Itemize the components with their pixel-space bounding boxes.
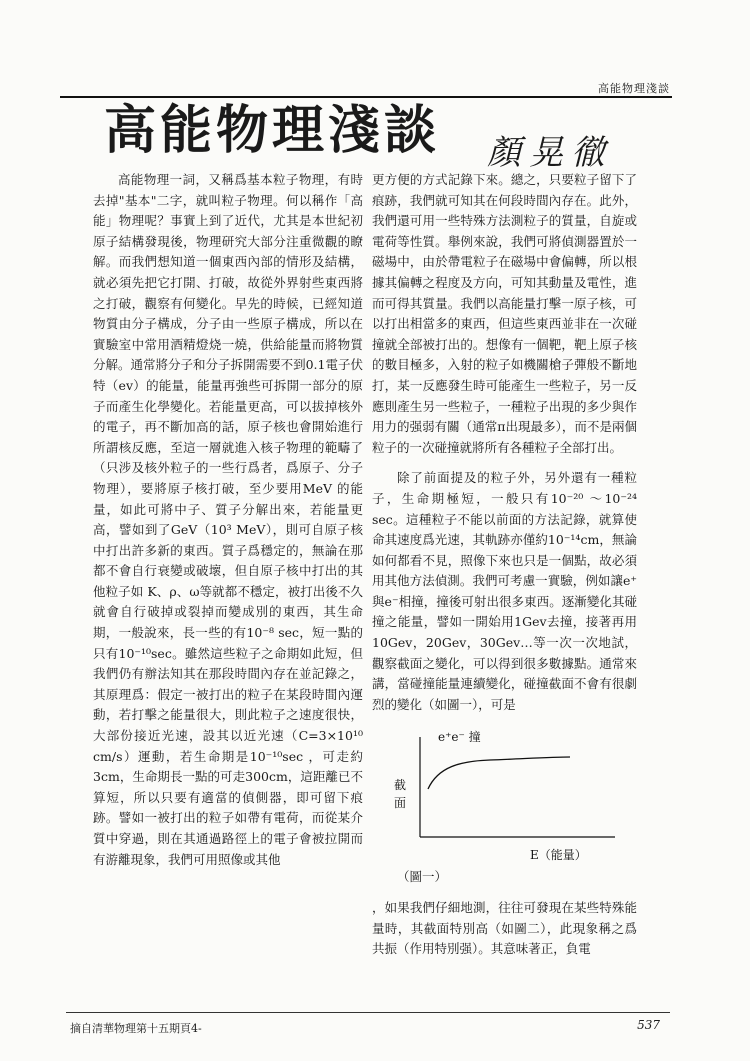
left-column xyxy=(93,170,363,870)
footer-source: 摘自清華物理第十五期頁4- xyxy=(70,1022,202,1035)
footer-rule xyxy=(66,1012,670,1013)
y-axis-label: 面 xyxy=(394,796,407,811)
paragraph-text: K、ρ、ω等就都不穩定，被打出後不久就會自行破掉或裂掉而變成別的東西，其生命期，一般說來，長一些的有10⁻⁸ sec，短一點的只有10⁻¹⁰sec。雖然這些粒子之命期如此短，但我們仍有辦法知其在那段時間內存在並記錄之，其原理爲：假定一被打出的粒子在某段時間內運動，若打擊之能量很大，則此粒子之速度很快，大部份接近光速，設其以近光速（C=3×10¹⁰ cm/s）運動，若生命期是10⁻¹⁰sec ，可走約3cm，生命期長一點的可走300cm，這距離已不算短，所以只要有適當的偵側器，即可留下痕跡。譬如一被打出的粒子如帶有電荷，而從某介質中穿過，則在其通過路徑上的電子會被拉開而有游離現象，我們可用照像或其他 xyxy=(93,583,363,867)
paragraph: 除了前面提及的粒子外，另外還有一種粒子，生命期極短，一般只有10⁻²⁰ ～10⁻²⁴ sec。這種粒子不能以前面的方法記錄，就算使命其速度爲光速，其軌跡亦僅約10⁻¹⁴cm，無論如何都看不見，照像下來也只是一個點，故必須用其他方法偵測。我們可考慮一實驗，例如讓e⁺與e⁻相撞，撞後可射出很多東西。逐漸變化其碰撞之能量，譬如一開始用1Gev去撞，接著再用10Gev，20Gev，30Gev…等一次一次地試，觀察截面之變化，可以得到很多數據點。通常來講，當碰撞能量連續變化，碰撞截面不會有很劇烈的變化（如圖一），可是 xyxy=(372,470,637,712)
paragraph: 更方便的方式記錄下來。總之，只要粒子留下了痕跡，我們就可知其在何段時間內存在。此外，我們還可用一些特殊方法測粒子的質量，自旋或電荷等性質。舉例來說，我們可將偵測器置於一磁場中，由於帶電粒子在磁場中會偏轉，所以根據其偏轉之程度及方向，可知其動量及電性，進而可得其質量。我們以高能量打擊一原子核，可以打出相當多的東西，但這些東西並非在一次碰撞就全部被打出的。想像有一個靶，靶上原子核的數目極多，入射的粒子如機關槍子彈般不斷地打，某一反應發生時可能產生一些粒子，另一反應則產生另一些粒子，一種粒子出現的多少與作用力的强弱有關（通常π出現最多），而不是兩個粒子的一次碰撞就將所有各種粒子全部打出。 xyxy=(372,172,637,455)
cross-section-curve xyxy=(428,757,570,789)
header-rule xyxy=(60,96,672,98)
y-axis-label: 截 xyxy=(394,778,407,793)
cross-section-plot xyxy=(380,727,630,867)
article-title: 高能物理淺談 xyxy=(104,101,441,161)
author-signature: 顏晃徹 xyxy=(487,133,613,173)
paragraph xyxy=(93,170,363,870)
figure-caption: （圖一） xyxy=(397,869,448,885)
x-axis-label: E（能量） xyxy=(530,848,587,863)
page-number: 537 xyxy=(637,1018,660,1032)
right-column xyxy=(372,170,637,960)
curve-label: e⁺e⁻ 撞 xyxy=(438,730,481,745)
running-header: 高能物理淺談 xyxy=(598,82,670,95)
figure-1 xyxy=(380,727,630,867)
paragraph: ，如果我們仔細地測，往往可發現在某些特殊能量時，其截面特別高（如圖二），此現象稱之爲共振（作用特別强）。其意味著正，負電 xyxy=(372,900,637,957)
paragraph-text: 高能物理一詞，又稱爲基本粒子物理，有時去掉"基本"二字，就叫粒子物理。何以稱作「高能」物理呢？事實上到了近代，尤其是本世紀初原子結構發現後，物理研究大部分注重微觀的瞭解。而我們想知道一個東西內部的情形及結構，就必須先把它打開、打破，故從外界射些東西將之打破，觀察有何變化。早先的時候，已經知道物質由分子構成，分子由一些原子構成，所以在實驗室中常用酒精燈烧一燒，供給能量而將物質分解。通常將分子和分子拆開需要不到0.1電子伏特（ev）的能量，能量再強些可拆開一部分的原子而產生化學變化。若能量更高，可以拔掉核外的電子，再不斷加高的話，原子核也會開始進行所謂核反應，至這一層就進入核子物理的範疇了（只涉及核外粒子的一些行爲者，爲原子、分子物理），要將原子核打破，至少要用MeV 的能量，如此可將中子、質子分解出來，若能量更高，譬如到了GeV（10³ MeV），則可自原子核中打出許多新的東西。質子爲穩定的，無論在那都不會自行衰變或破壞，但自原子核中打出的其他粒子如 xyxy=(93,172,363,599)
